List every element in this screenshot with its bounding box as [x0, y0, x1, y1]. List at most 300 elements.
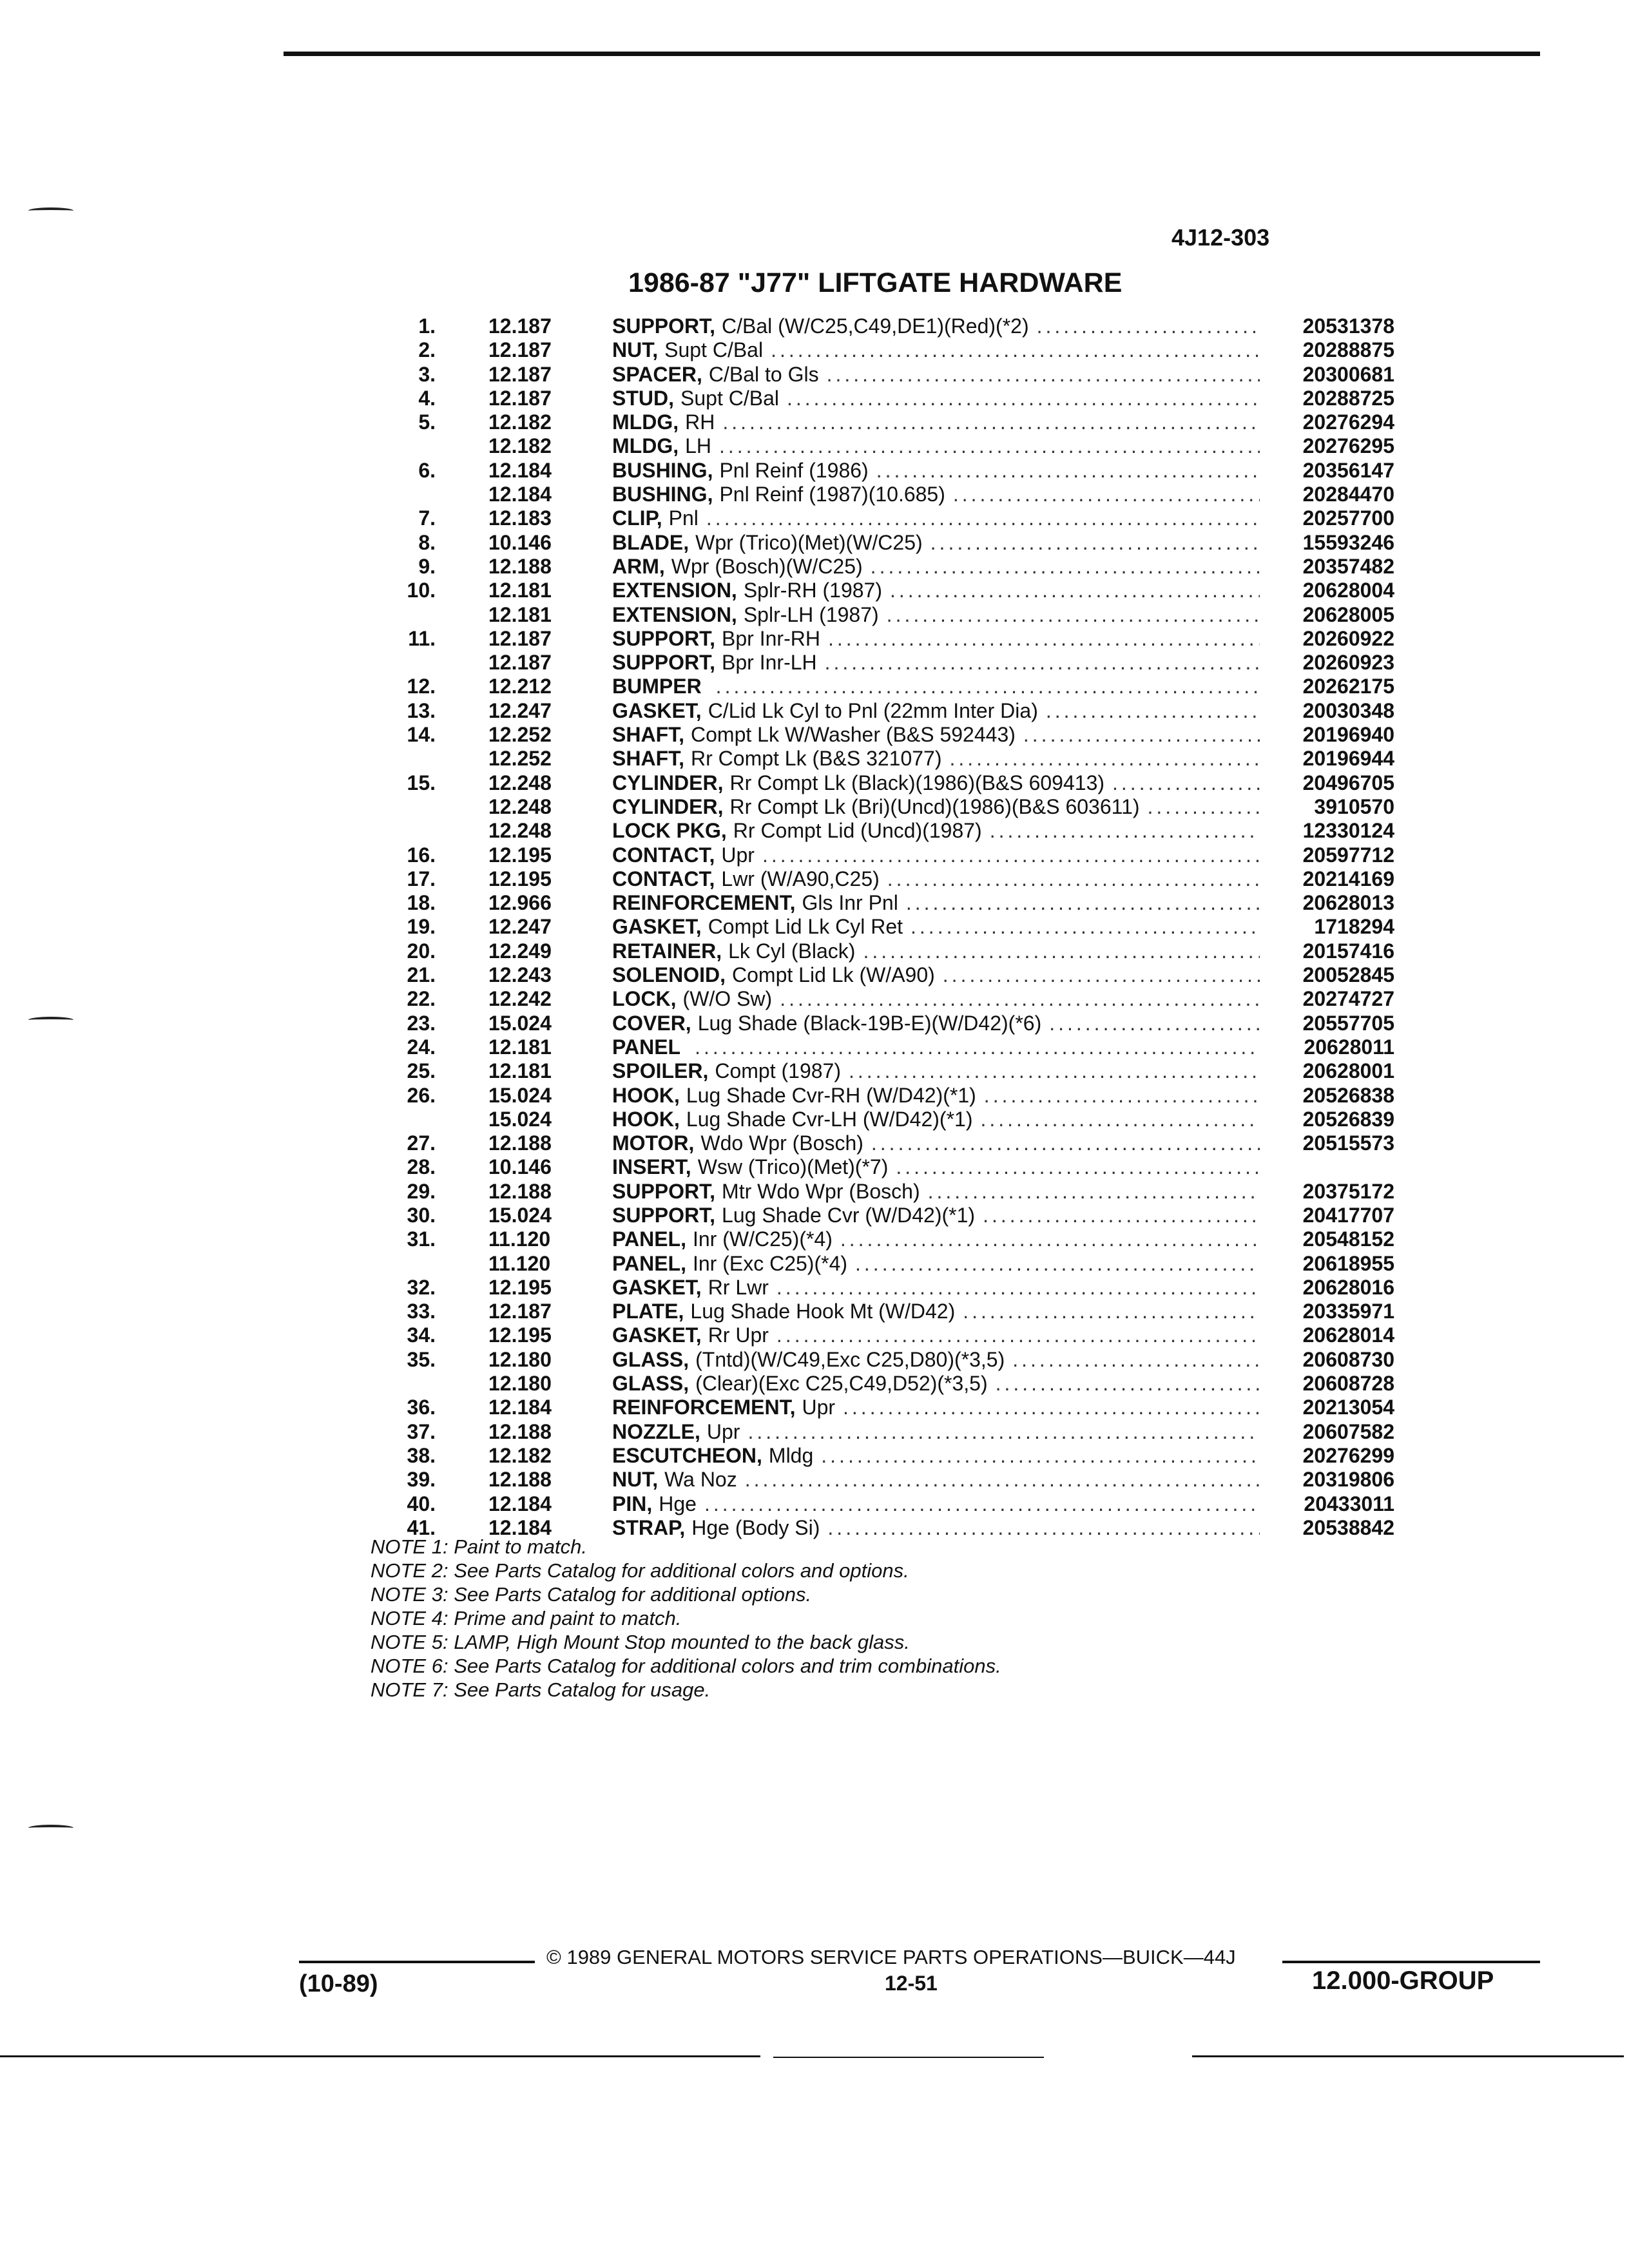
- part-detail: Lug Shade Cvr-LH (W/D42)(*1): [686, 1107, 973, 1131]
- table-row: [0, 723, 1629, 747]
- part-number: 20628011: [1304, 1035, 1394, 1059]
- part-number: 20375172: [1302, 1179, 1394, 1203]
- part-number: 20557705: [1302, 1011, 1394, 1035]
- page-number: 12-51: [885, 1972, 938, 1995]
- part-description: [612, 1323, 1260, 1347]
- part-detail: Rr Compt Lk (Black)(1986)(B&S 609413): [729, 771, 1105, 794]
- table-row: [0, 483, 1629, 506]
- group-number: 12.247: [488, 698, 552, 722]
- leader-dots: [935, 963, 1260, 987]
- group-number: 12.195: [488, 1323, 552, 1347]
- part-detail: Bpr Inr-LH: [722, 651, 817, 675]
- table-row: [0, 1492, 1629, 1516]
- group-number: 12.181: [488, 1059, 552, 1083]
- part-description: [612, 434, 1260, 458]
- item-number: 22.: [407, 987, 436, 1011]
- part-detail: (W/O Sw): [682, 987, 773, 1011]
- part-noun: RETAINER,: [612, 939, 722, 963]
- leader-dots: [769, 1276, 1260, 1300]
- group-number: 12.187: [488, 1300, 552, 1323]
- part-detail: [702, 675, 708, 698]
- table-row: [0, 506, 1629, 530]
- table-row: [0, 1059, 1629, 1083]
- part-detail: RH: [685, 410, 715, 434]
- part-description: [612, 819, 1260, 843]
- part-detail: Pnl Reinf (1986): [719, 458, 869, 482]
- part-number: 20030348: [1302, 698, 1394, 722]
- part-description: [612, 723, 1260, 747]
- part-noun: MLDG,: [612, 410, 679, 434]
- part-description: [612, 771, 1260, 795]
- table-row: [0, 915, 1629, 939]
- table-row: [0, 363, 1629, 387]
- table-row: [0, 939, 1629, 963]
- part-noun: HOOK,: [612, 1083, 680, 1107]
- leader-dots: [988, 1372, 1260, 1396]
- part-number: 20335971: [1302, 1300, 1394, 1323]
- part-number: 20597712: [1302, 843, 1394, 867]
- part-description: [612, 1180, 1260, 1204]
- part-detail: Lug Shade (Black-19B-E)(W/D42)(*6): [697, 1011, 1042, 1035]
- leader-dots: [687, 1035, 1260, 1059]
- part-number: 20496705: [1302, 771, 1394, 794]
- group-number: 12.188: [488, 1179, 552, 1203]
- item-number: 24.: [407, 1035, 436, 1059]
- leader-dots: [1029, 314, 1260, 338]
- leader-dots: [1038, 699, 1260, 723]
- margin-mark: [28, 1825, 73, 1831]
- part-description: [612, 363, 1260, 387]
- leader-dots: [898, 891, 1260, 915]
- part-description: [612, 939, 1260, 963]
- table-row: [0, 699, 1629, 723]
- part-noun: NUT,: [612, 338, 659, 362]
- part-noun: GLASS,: [612, 1372, 689, 1396]
- part-description: [612, 795, 1260, 819]
- part-number: 20196944: [1302, 747, 1394, 771]
- part-number: 20213054: [1302, 1396, 1394, 1419]
- part-number: 20608728: [1302, 1372, 1394, 1396]
- leader-dots: [715, 410, 1260, 434]
- page-code: 4J12-303: [1171, 224, 1270, 251]
- table-row: [0, 675, 1629, 698]
- part-detail: Hge: [659, 1492, 697, 1515]
- table-row: [0, 1348, 1629, 1372]
- part-description: [612, 675, 1260, 698]
- part-number: 20284470: [1302, 483, 1394, 506]
- part-noun: CYLINDER,: [612, 771, 724, 794]
- part-description: [612, 843, 1260, 867]
- group-number: 12.252: [488, 747, 552, 771]
- part-description: [612, 1155, 1260, 1179]
- part-noun: PANEL,: [612, 1227, 686, 1251]
- part-number: 20356147: [1302, 458, 1394, 482]
- leader-dots: [772, 987, 1260, 1011]
- part-number: 20417707: [1302, 1203, 1394, 1227]
- item-number: 2.: [418, 338, 436, 362]
- part-detail: Compt Lid Lk Cyl Ret: [708, 915, 903, 939]
- leader-dots: [817, 651, 1260, 675]
- table-row: [0, 843, 1629, 867]
- part-number: 20300681: [1302, 362, 1394, 386]
- item-number: 6.: [418, 458, 436, 482]
- top-rule: [284, 52, 1540, 56]
- part-number: 20515573: [1302, 1131, 1394, 1155]
- group-number: 15.024: [488, 1203, 552, 1227]
- leader-dots: [972, 1108, 1260, 1131]
- group-number: 12.184: [488, 1515, 552, 1539]
- part-number: 20257700: [1302, 506, 1394, 530]
- part-description: [612, 1084, 1260, 1108]
- note: NOTE 4: Prime and paint to match.: [371, 1607, 682, 1629]
- group-number: 12.966: [488, 891, 552, 915]
- part-detail: Mldg: [768, 1443, 814, 1467]
- part-noun: PANEL,: [612, 1251, 686, 1275]
- note: NOTE 6: See Parts Catalog for additional colors and trim combinations.: [371, 1655, 1001, 1677]
- leader-dots: [737, 1468, 1260, 1492]
- item-number: 14.: [407, 723, 436, 747]
- footer-rule-left: [299, 1961, 535, 1963]
- item-number: 31.: [407, 1227, 436, 1251]
- table-row: [0, 1012, 1629, 1035]
- part-noun: GASKET,: [612, 1323, 702, 1347]
- item-number: 5.: [418, 410, 436, 434]
- part-description: [612, 555, 1260, 579]
- part-description: [612, 314, 1260, 338]
- part-number: 20608730: [1302, 1347, 1394, 1371]
- note: NOTE 5: LAMP, High Mount Stop mounted to the back glass.: [371, 1631, 910, 1653]
- part-number: 20319806: [1302, 1468, 1394, 1492]
- part-noun: PLATE,: [612, 1300, 684, 1323]
- leader-dots: [1016, 723, 1260, 747]
- part-number: 20607582: [1302, 1419, 1394, 1443]
- part-noun: BUSHING,: [612, 483, 713, 506]
- part-noun: SUPPORT,: [612, 1179, 716, 1203]
- part-noun: LOCK,: [612, 987, 677, 1011]
- group-number: 12.187: [488, 362, 552, 386]
- part-detail: C/Lid Lk Cyl to Pnl (22mm Inter Dia): [708, 698, 1038, 722]
- table-row: [0, 314, 1629, 338]
- part-noun: GLASS,: [612, 1347, 689, 1371]
- part-description: [612, 963, 1260, 987]
- part-description: [612, 891, 1260, 915]
- leader-dots: [820, 627, 1260, 651]
- part-description: [612, 699, 1260, 723]
- part-description: [612, 1059, 1260, 1083]
- part-detail: Upr: [706, 1419, 740, 1443]
- group-number: 12.182: [488, 410, 552, 434]
- leader-dots: [769, 1323, 1260, 1347]
- table-row: [0, 1468, 1629, 1492]
- part-detail: [680, 1035, 687, 1059]
- part-detail: Wa Noz: [664, 1468, 737, 1492]
- leader-dots: [763, 338, 1260, 362]
- footer-rule-right: [1282, 1961, 1540, 1963]
- part-detail: C/Bal to Gls: [708, 362, 819, 386]
- table-row: [0, 603, 1629, 627]
- item-number: 28.: [407, 1155, 436, 1179]
- part-number: 20433011: [1304, 1492, 1394, 1515]
- group-number: 15.024: [488, 1083, 552, 1107]
- part-number: 15593246: [1302, 530, 1394, 554]
- part-noun: SPACER,: [612, 362, 702, 386]
- item-number: 4.: [418, 386, 436, 410]
- part-noun: HOOK,: [612, 1107, 680, 1131]
- note: NOTE 7: See Parts Catalog for usage.: [371, 1678, 711, 1701]
- group-number: 10.146: [488, 530, 552, 554]
- part-detail: Lug Shade Cvr-RH (W/D42)(*1): [686, 1083, 976, 1107]
- group-number: 12.181: [488, 1035, 552, 1059]
- table-row: [0, 338, 1629, 362]
- table-row: [0, 1276, 1629, 1300]
- part-description: [612, 1492, 1260, 1516]
- part-number: 20196940: [1302, 723, 1394, 747]
- part-detail: Gls Inr Pnl: [802, 891, 898, 915]
- group-number: 12.187: [488, 651, 552, 675]
- part-description: [612, 1227, 1260, 1251]
- table-row: [0, 771, 1629, 795]
- table-row: [0, 434, 1629, 458]
- table-row: [0, 459, 1629, 483]
- part-noun: EXTENSION,: [612, 579, 737, 602]
- table-row: [0, 1227, 1629, 1251]
- part-detail: LH: [685, 434, 711, 458]
- part-description: [612, 1252, 1260, 1276]
- item-number: 41.: [407, 1515, 436, 1539]
- leader-dots: [1005, 1348, 1260, 1372]
- item-number: 13.: [407, 698, 436, 722]
- table-row: [0, 1372, 1629, 1396]
- part-detail: Rr Lwr: [708, 1275, 769, 1299]
- part-detail: Lug Shade Cvr (W/D42)(*1): [722, 1203, 976, 1227]
- group-number: 12.243: [488, 963, 552, 987]
- leader-dots: [1104, 771, 1260, 795]
- part-description: [612, 915, 1260, 939]
- table-row: [0, 987, 1629, 1011]
- leader-dots: [855, 939, 1260, 963]
- group-number: 12.184: [488, 483, 552, 506]
- bottom-rule-2: [773, 2057, 1044, 2058]
- part-noun: GASKET,: [612, 698, 702, 722]
- item-number: 30.: [407, 1203, 436, 1227]
- part-detail: Wdo Wpr (Bosch): [700, 1131, 863, 1155]
- table-row: [0, 1084, 1629, 1108]
- group-number: 11.120: [488, 1251, 551, 1275]
- group-number: 12.181: [488, 602, 552, 626]
- part-number: 20628001: [1302, 1059, 1394, 1083]
- leader-dots: [863, 1131, 1260, 1155]
- group-number: 12.184: [488, 1492, 552, 1515]
- table-row: [0, 1180, 1629, 1204]
- leader-dots: [841, 1059, 1260, 1083]
- part-number: 20628014: [1302, 1323, 1394, 1347]
- part-detail: Lk Cyl (Black): [728, 939, 856, 963]
- group-number: 11.120: [488, 1227, 551, 1251]
- item-number: 29.: [407, 1179, 436, 1203]
- part-noun: BUSHING,: [612, 458, 713, 482]
- part-noun: SHAFT,: [612, 747, 684, 771]
- part-noun: SUPPORT,: [612, 651, 716, 675]
- part-noun: REINFORCEMENT,: [612, 891, 796, 915]
- item-number: 17.: [407, 867, 436, 890]
- part-noun: BUMPER: [612, 675, 702, 698]
- part-detail: Bpr Inr-RH: [722, 626, 820, 650]
- part-detail: Rr Compt Lk (B&S 321077): [691, 747, 942, 771]
- part-noun: SUPPORT,: [612, 626, 716, 650]
- leader-dots: [711, 434, 1260, 458]
- part-noun: REINFORCEMENT,: [612, 1396, 796, 1419]
- group-number: 12.187: [488, 626, 552, 650]
- table-row: [0, 555, 1629, 579]
- bottom-rule-1: [0, 2055, 760, 2057]
- table-row: [0, 651, 1629, 675]
- part-description: [612, 459, 1260, 483]
- item-number: 38.: [407, 1443, 436, 1467]
- item-number: 25.: [407, 1059, 436, 1083]
- table-row: [0, 579, 1629, 602]
- part-noun: CONTACT,: [612, 867, 715, 890]
- part-number: 20276294: [1302, 410, 1394, 434]
- item-number: 9.: [418, 554, 436, 578]
- group-number: 12.180: [488, 1372, 552, 1396]
- group-number: 12.187: [488, 314, 552, 338]
- table-row: [0, 1444, 1629, 1468]
- group-number: 12.195: [488, 843, 552, 867]
- leader-dots: [779, 387, 1260, 410]
- part-description: [612, 410, 1260, 434]
- table-row: [0, 1204, 1629, 1227]
- part-detail: Lwr (W/A90,C25): [721, 867, 880, 890]
- item-number: 33.: [407, 1300, 436, 1323]
- group-number: 12.182: [488, 1443, 552, 1467]
- part-description: [612, 1204, 1260, 1227]
- part-noun: NUT,: [612, 1468, 659, 1492]
- part-number: 20628013: [1302, 891, 1394, 915]
- part-description: [612, 867, 1260, 891]
- part-detail: Lug Shade Hook Mt (W/D42): [690, 1300, 956, 1323]
- part-noun: INSERT,: [612, 1155, 691, 1179]
- group-number: 12.252: [488, 723, 552, 747]
- table-row: [0, 1108, 1629, 1131]
- group-number: 12.183: [488, 506, 552, 530]
- group-number: 12.188: [488, 554, 552, 578]
- leader-dots: [1140, 795, 1260, 819]
- part-detail: Rr Upr: [708, 1323, 769, 1347]
- item-number: 3.: [418, 362, 436, 386]
- part-number: 20262175: [1302, 675, 1394, 698]
- part-detail: Rr Compt Lid (Uncd)(1987): [733, 819, 982, 843]
- group-number: 15.024: [488, 1107, 552, 1131]
- item-number: 15.: [407, 771, 436, 794]
- table-row: [0, 1323, 1629, 1347]
- part-noun: PIN,: [612, 1492, 653, 1515]
- part-noun: BLADE,: [612, 530, 689, 554]
- table-row: [0, 627, 1629, 651]
- group-number: 12.184: [488, 1396, 552, 1419]
- part-detail: (Tntd)(W/C49,Exc C25,D80)(*3,5): [695, 1347, 1005, 1371]
- leader-dots: [880, 867, 1260, 891]
- leader-dots: [869, 459, 1260, 483]
- page-title: 1986-87 "J77" LIFTGATE HARDWARE: [628, 267, 1123, 298]
- part-noun: SOLENOID,: [612, 963, 726, 987]
- part-detail: Supt C/Bal: [680, 386, 779, 410]
- part-description: [612, 987, 1260, 1011]
- item-number: 34.: [407, 1323, 436, 1347]
- part-detail: Wpr (Bosch)(W/C25): [671, 554, 863, 578]
- part-description: [612, 1396, 1260, 1419]
- part-detail: Compt Lid Lk (W/A90): [732, 963, 935, 987]
- item-number: 1.: [418, 314, 436, 338]
- item-number: 32.: [407, 1275, 436, 1299]
- revision-date: (10-89): [299, 1970, 378, 1997]
- part-number: 20260923: [1302, 651, 1394, 675]
- bottom-rule-3: [1192, 2055, 1624, 2057]
- table-row: [0, 891, 1629, 915]
- part-noun: ESCUTCHEON,: [612, 1443, 762, 1467]
- part-noun: EXTENSION,: [612, 602, 737, 626]
- leader-dots: [740, 1420, 1260, 1444]
- group-number: 12.195: [488, 867, 552, 890]
- part-number: 20274727: [1302, 987, 1394, 1011]
- item-number: 18.: [407, 891, 436, 915]
- item-number: 7.: [418, 506, 436, 530]
- item-number: 21.: [407, 963, 436, 987]
- part-detail: Rr Compt Lk (Bri)(Uncd)(1986)(B&S 603611): [729, 794, 1140, 818]
- part-number: 20526838: [1302, 1083, 1394, 1107]
- group-number: 12.188: [488, 1131, 552, 1155]
- part-description: [612, 1372, 1260, 1396]
- part-number: 20260922: [1302, 626, 1394, 650]
- group-number: 12.180: [488, 1347, 552, 1371]
- leader-dots: [982, 819, 1260, 843]
- part-noun: STUD,: [612, 386, 674, 410]
- table-row: [0, 1300, 1629, 1323]
- leader-dots: [847, 1252, 1260, 1276]
- item-number: 23.: [407, 1011, 436, 1035]
- leader-dots: [920, 1180, 1260, 1204]
- item-number: 37.: [407, 1419, 436, 1443]
- part-noun: GASKET,: [612, 1275, 702, 1299]
- group-label: 12.000-GROUP: [1312, 1966, 1494, 1995]
- part-noun: GASKET,: [612, 915, 702, 939]
- margin-mark: [28, 207, 73, 214]
- part-number: 12330124: [1302, 819, 1394, 843]
- group-number: 15.024: [488, 1011, 552, 1035]
- parts-list: [0, 314, 1629, 1540]
- note: NOTE 1: Paint to match.: [371, 1535, 587, 1558]
- group-number: 12.195: [488, 1275, 552, 1299]
- table-row: [0, 1396, 1629, 1419]
- part-detail: Inr (W/C25)(*4): [692, 1227, 833, 1251]
- part-noun: STRAP,: [612, 1515, 686, 1539]
- part-number: 20531378: [1302, 314, 1394, 338]
- part-detail: C/Bal (W/C25,C49,DE1)(Red)(*2): [722, 314, 1029, 338]
- part-number: 20276299: [1302, 1443, 1394, 1467]
- item-number: 19.: [407, 915, 436, 939]
- part-detail: Mtr Wdo Wpr (Bosch): [722, 1179, 920, 1203]
- group-number: 12.212: [488, 675, 552, 698]
- part-description: [612, 387, 1260, 410]
- part-detail: Compt (1987): [715, 1059, 841, 1083]
- table-row: [0, 1252, 1629, 1276]
- table-row: [0, 819, 1629, 843]
- leader-dots: [835, 1396, 1260, 1419]
- group-number: 12.181: [488, 579, 552, 602]
- group-number: 12.247: [488, 915, 552, 939]
- item-number: 8.: [418, 530, 436, 554]
- part-description: [612, 627, 1260, 651]
- group-number: 12.184: [488, 458, 552, 482]
